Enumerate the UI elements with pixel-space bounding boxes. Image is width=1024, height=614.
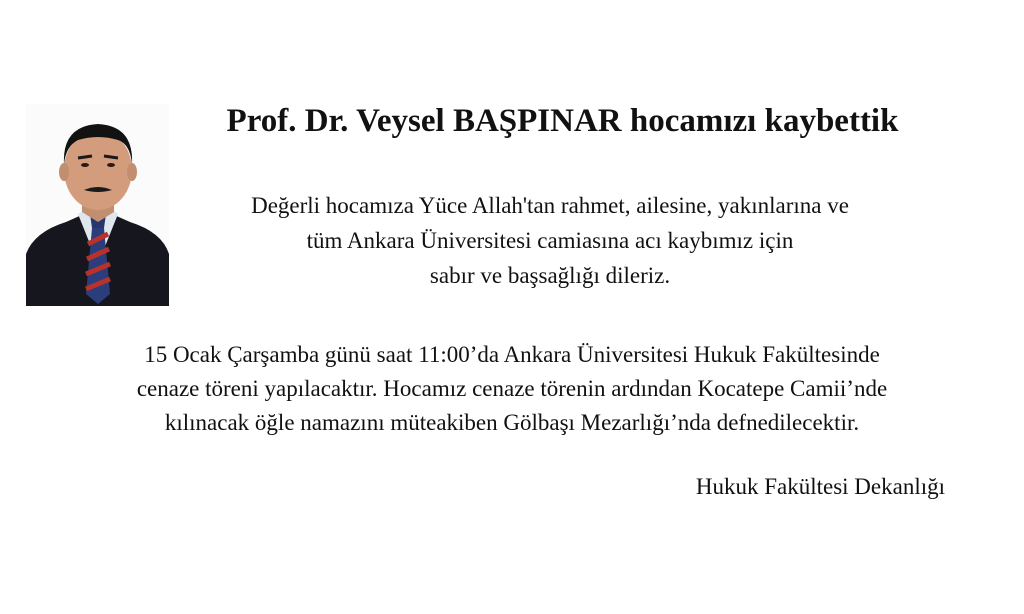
- condolence-line: Değerli hocamıza Yüce Allah'tan rahmet, ailesine, yakınlarına ve: [251, 193, 849, 218]
- funeral-line: cenaze töreni yapılacaktır. Hocamız cenaze törenin ardından Kocatepe Camii’nde: [136, 376, 888, 401]
- condolence-line: tüm Ankara Üniversitesi camiasına acı kaybımız için: [306, 228, 794, 253]
- signature: Hukuk Fakültesi Dekanlığı: [695, 474, 945, 499]
- funeral-announcement: [20, 338, 1004, 440]
- portrait-photo: [26, 104, 169, 306]
- condolence-line: sabır ve başsağlığı dileriz.: [429, 263, 671, 288]
- condolence-message: [175, 188, 925, 293]
- portrait-icon: [26, 104, 169, 306]
- funeral-line: kılınacak öğle namazını müteakiben Gölbaşı Mezarlığı’nda defnedilecektir.: [164, 410, 860, 435]
- page-title: Prof. Dr. Veysel BAŞPINAR hocamızı kaybettik: [226, 103, 899, 139]
- funeral-line: 15 Ocak Çarşamba günü saat 11:00’da Ankara Üniversitesi Hukuk Fakültesinde: [144, 342, 880, 367]
